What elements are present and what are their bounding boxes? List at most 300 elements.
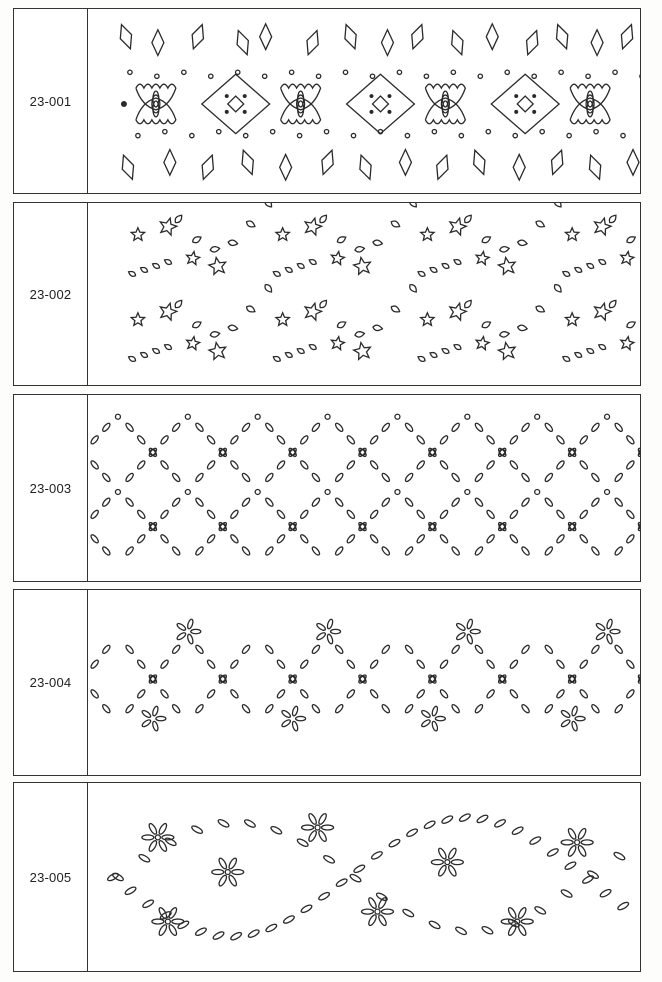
paisley-drop <box>598 343 607 351</box>
flower-petal <box>421 719 432 728</box>
paisley-drop <box>173 214 183 225</box>
paisley-drop <box>263 203 273 209</box>
small-hole <box>190 133 194 137</box>
star-cutout <box>209 258 226 275</box>
flower-petal <box>606 619 613 630</box>
flower-petal <box>281 709 292 718</box>
small-hole <box>424 74 428 78</box>
star-cutout <box>276 228 289 241</box>
eyelet-hole <box>212 930 225 940</box>
eyelet-hole <box>142 899 155 909</box>
paisley-drop <box>318 299 328 310</box>
eyelet-hole <box>369 689 379 699</box>
paisley-drop <box>228 239 238 246</box>
flower-petal <box>595 622 606 631</box>
small-hole <box>605 489 610 494</box>
eyelet-hole <box>353 864 366 874</box>
diamond-cutout <box>340 23 360 51</box>
eyelet-hole <box>381 422 391 432</box>
flower-petal <box>377 914 387 927</box>
eyelet-hole <box>613 851 626 861</box>
eyelet-hole <box>311 472 321 482</box>
flower-petal <box>575 716 585 720</box>
diamond-cutout <box>407 23 427 51</box>
diamond-cutout <box>238 148 258 176</box>
flower-petal <box>437 864 447 877</box>
eyelet-hole <box>579 659 589 669</box>
paisley-drop <box>151 347 160 355</box>
eyelet-hole <box>264 422 274 432</box>
eyelet-hole <box>579 435 589 445</box>
eyelet-hole <box>206 659 216 669</box>
flower-petal <box>152 706 159 717</box>
star-cutout <box>187 252 200 265</box>
small-hole <box>395 414 400 419</box>
eyelet-hole <box>486 659 496 669</box>
paisley-drop <box>308 343 317 351</box>
flower-petal <box>501 919 513 924</box>
small-hole <box>397 70 401 74</box>
eyelet-hole <box>124 886 137 896</box>
diamond-cutout <box>116 23 136 51</box>
flower-petal <box>581 840 593 845</box>
center-diamond <box>372 96 388 112</box>
center-diamond <box>517 96 533 112</box>
small-hole <box>621 133 625 137</box>
star-cutout <box>187 337 200 350</box>
eyelet-hole <box>230 689 240 699</box>
eyelet-hole <box>428 920 441 930</box>
filled-dot <box>243 94 247 98</box>
flower-petal <box>561 840 573 845</box>
flower-petal <box>218 874 228 887</box>
eyelet-hole <box>276 659 286 669</box>
eyelet-hole <box>299 460 309 470</box>
fan-outline <box>136 98 176 124</box>
diamond-cutout <box>591 30 603 56</box>
flower-petal <box>431 721 438 732</box>
eyelet-hole <box>369 659 379 669</box>
paisley-drop <box>626 235 637 244</box>
flower-petal <box>148 840 158 853</box>
small-hole <box>505 70 509 74</box>
flower-petal <box>228 857 238 870</box>
eyelet-hole <box>125 472 135 482</box>
paisley-drop <box>163 343 172 351</box>
small-hole <box>115 489 120 494</box>
eyelet-hole <box>125 546 135 556</box>
eyelet-hole <box>346 689 356 699</box>
flower-petal <box>577 845 587 858</box>
small-hole <box>559 70 563 74</box>
filled-dot <box>514 110 518 114</box>
filled-dot <box>369 94 373 98</box>
filled-dot <box>514 94 518 98</box>
eyelet-hole <box>381 497 391 507</box>
flower-center <box>575 840 580 845</box>
paisley-drop <box>408 283 418 294</box>
eyelet-hole <box>334 497 344 507</box>
paisley-drop <box>284 351 293 359</box>
design-panel-23-002 <box>13 202 641 386</box>
eyelet-hole <box>546 847 559 857</box>
flower-petal <box>316 632 327 641</box>
small-hole <box>451 70 455 74</box>
diamond-cutout <box>585 153 605 181</box>
eyelet-hole <box>486 534 496 544</box>
flower-petal <box>142 835 154 840</box>
diamond-cutout <box>118 153 138 181</box>
filled-dot <box>532 110 536 114</box>
eyelet-hole <box>534 905 547 915</box>
paisley-drop <box>417 355 426 363</box>
eyelet-hole <box>346 534 356 544</box>
fan-motif <box>570 98 610 124</box>
paisley-drop <box>336 320 347 329</box>
small-hole <box>155 74 159 78</box>
fan-outline <box>425 98 465 124</box>
paisley-drop <box>553 203 563 209</box>
eyelet-hole <box>625 689 635 699</box>
eyelet-hole <box>455 926 468 936</box>
paisley-drop <box>390 305 401 314</box>
paisley-drop <box>127 270 136 278</box>
small-hole <box>255 414 260 419</box>
paisley-drop <box>163 258 172 266</box>
flower-petal <box>571 721 578 732</box>
eyelet-hole <box>509 435 519 445</box>
diamond-cutout <box>381 30 393 56</box>
flower-petal <box>447 864 457 877</box>
eyelet-hole <box>544 497 554 507</box>
small-hole <box>209 74 213 78</box>
flower-petal <box>302 825 314 830</box>
flower-petal <box>447 847 457 860</box>
star-cutout <box>595 218 611 235</box>
eyelet-hole <box>334 546 344 556</box>
eyelet-hole <box>125 422 135 432</box>
pattern-eyelet-flower-vine <box>88 783 640 971</box>
paisley-drop <box>562 270 571 278</box>
paisley-drop <box>390 219 401 228</box>
eyelet-hole <box>136 509 146 519</box>
flower-petal <box>456 632 467 641</box>
small-hole <box>182 70 186 74</box>
eyelet-hole <box>404 422 414 432</box>
eyelet-hole <box>544 422 554 432</box>
paisley-drop <box>151 262 160 270</box>
eyelet-hole <box>381 644 391 654</box>
diamond-cutout <box>552 23 572 51</box>
eyelet-hole <box>138 853 151 863</box>
eyelet-hole <box>439 689 449 699</box>
eyelet-hole <box>591 472 601 482</box>
flower-petal <box>152 721 159 732</box>
eyelet-hole <box>195 472 205 482</box>
flower-petal <box>431 706 438 717</box>
design-code <box>14 783 88 971</box>
flower-petal <box>466 619 473 630</box>
eyelet-hole <box>591 422 601 432</box>
eyelet-hole <box>171 472 181 482</box>
small-hole <box>465 414 470 419</box>
paisley-drop <box>210 331 220 338</box>
eyelet-hole <box>439 659 449 669</box>
eyelet-hole <box>264 546 274 556</box>
eyelet-hole <box>404 644 414 654</box>
small-hole <box>351 133 355 137</box>
paisley-drop <box>308 258 317 266</box>
eyelet-hole <box>230 931 243 941</box>
eyelet-hole <box>369 460 379 470</box>
star-cutout <box>305 303 321 320</box>
eyelet-hole <box>171 497 181 507</box>
small-hole <box>289 70 293 74</box>
flower-petal <box>567 827 577 840</box>
eyelet-hole <box>544 704 554 714</box>
flower-petal <box>381 909 393 914</box>
star-cutout <box>160 218 176 235</box>
flower-petal <box>176 632 187 641</box>
eyelet-hole <box>416 689 426 699</box>
eyelet-hole <box>191 825 204 835</box>
flower-petal <box>317 830 327 843</box>
eyelet-hole <box>402 908 415 918</box>
eyelet-hole <box>195 546 205 556</box>
eyelet-hole <box>564 861 577 871</box>
paisley-drop <box>499 331 509 338</box>
flower-petal <box>437 847 447 860</box>
eyelet-hole <box>164 837 177 847</box>
paisley-drop <box>372 239 382 246</box>
small-hole <box>136 133 140 137</box>
flower-center <box>445 860 450 865</box>
small-hole <box>325 489 330 494</box>
eyelet-hole <box>614 472 624 482</box>
eyelet-hole <box>599 888 612 898</box>
eyelet-hole <box>243 818 256 828</box>
flower-petal <box>156 716 166 720</box>
paisley-drop <box>463 214 473 225</box>
diamond-cutout <box>317 148 337 176</box>
eyelet-hole <box>206 460 216 470</box>
eyelet-hole <box>335 878 348 888</box>
diamond-cutout <box>233 29 253 57</box>
star-cutout <box>354 258 371 275</box>
paisley-drop <box>441 347 450 355</box>
eyelet-hole <box>276 689 286 699</box>
eyelet-hole <box>556 509 566 519</box>
eyelet-hole <box>90 659 100 669</box>
diamond-cutout <box>280 154 292 180</box>
eyelet-hole <box>230 659 240 669</box>
paisley-drop <box>481 320 492 329</box>
eyelet-hole <box>241 704 251 714</box>
paisley-drop <box>562 355 571 363</box>
eyelet-hole <box>474 497 484 507</box>
eyelet-hole <box>311 644 321 654</box>
paisley-drop <box>191 235 202 244</box>
eyelet-hole <box>486 460 496 470</box>
small-hole <box>185 414 190 419</box>
star-cutout <box>498 258 515 275</box>
eyelet-hole <box>241 546 251 556</box>
eyelet-hole <box>509 460 519 470</box>
eyelet-hole <box>625 435 635 445</box>
paisley-drop <box>453 343 462 351</box>
paisley-drop <box>296 262 305 270</box>
eyelet-hole <box>90 435 100 445</box>
flower-center <box>155 835 160 840</box>
paisley-drop <box>173 299 183 310</box>
flower-petal <box>168 924 178 937</box>
eyelet-hole <box>276 460 286 470</box>
eyelet-hole <box>486 435 496 445</box>
eyelet-hole <box>206 689 216 699</box>
eyelet-hole <box>474 704 484 714</box>
eyelet-hole <box>160 534 170 544</box>
eyelet-hole <box>406 828 419 838</box>
eyelet-hole <box>241 422 251 432</box>
fan-outline <box>281 84 321 110</box>
fan-outline <box>570 84 610 110</box>
star-cutout <box>565 313 578 326</box>
fan-outline <box>425 84 465 110</box>
diamond-cutout <box>617 23 637 51</box>
eyelet-hole <box>125 704 135 714</box>
eyelet-hole <box>486 689 496 699</box>
star-cutout <box>498 343 515 360</box>
eyelet-hole <box>614 422 624 432</box>
paisley-drop <box>296 347 305 355</box>
paisley-drop <box>553 283 563 294</box>
eyelet-hole <box>334 422 344 432</box>
paisley-drop <box>608 214 618 225</box>
flower-petal <box>577 827 587 840</box>
design-panel-23-003 <box>13 394 641 582</box>
eyelet-hole <box>614 644 624 654</box>
eyelet-hole <box>195 422 205 432</box>
paisley-drop <box>228 324 238 331</box>
eyelet-hole <box>247 929 260 939</box>
diamond-cutout <box>164 149 176 175</box>
eyelet-hole <box>579 534 589 544</box>
diamond-cutout <box>399 149 411 175</box>
eyelet-hole <box>521 704 531 714</box>
eyelet-hole <box>474 546 484 556</box>
small-hole <box>605 414 610 419</box>
eyelet-hole <box>265 923 278 933</box>
eyelet-hole <box>241 497 251 507</box>
eyelet-hole <box>451 472 461 482</box>
flower-petal <box>322 825 334 830</box>
eyelet-hole <box>416 534 426 544</box>
star-cutout <box>476 337 489 350</box>
eyelet-hole <box>311 704 321 714</box>
eyelet-hole <box>416 435 426 445</box>
diamond-cutout <box>627 149 639 175</box>
flower-petal <box>466 634 473 645</box>
paisley-drop <box>499 246 509 253</box>
flower-center <box>315 825 320 830</box>
eyelet-hole <box>311 422 321 432</box>
eyelet-hole <box>381 472 391 482</box>
filled-dot <box>387 94 391 98</box>
eyelet-hole <box>614 704 624 714</box>
eyelet-hole <box>509 659 519 669</box>
diamond-cutout <box>260 24 272 50</box>
paisley-drop <box>535 305 546 314</box>
flower-petal <box>218 857 228 870</box>
design-panel-23-001 <box>13 8 641 194</box>
flower-petal <box>291 721 298 732</box>
flower-petal <box>517 907 527 920</box>
paisley-drop <box>272 355 281 363</box>
lattice-diamond <box>491 74 559 133</box>
paisley-drop <box>210 246 220 253</box>
flower-petal <box>141 719 152 728</box>
eyelet-hole <box>299 534 309 544</box>
eyelet-hole <box>346 435 356 445</box>
paisley-drop <box>586 262 595 270</box>
eyelet-hole <box>136 659 146 669</box>
eyelet-hole <box>346 509 356 519</box>
eyelet-hole <box>90 509 100 519</box>
star-cutout <box>421 313 434 326</box>
eyelet-hole <box>171 546 181 556</box>
eyelet-hole <box>625 509 635 519</box>
eyelet-hole <box>591 644 601 654</box>
paisley-drop <box>408 203 418 209</box>
paisley-drop <box>355 331 365 338</box>
eyelet-hole <box>206 435 216 445</box>
eyelet-hole <box>625 534 635 544</box>
flower-center <box>165 919 170 924</box>
eyelet-hole <box>404 546 414 556</box>
flower-petal <box>431 860 443 865</box>
eyelet-hole <box>381 704 391 714</box>
flower-petal <box>470 629 480 633</box>
eyelet-hole <box>451 644 461 654</box>
small-hole <box>217 129 221 133</box>
eyelet-hole <box>474 422 484 432</box>
flower-petal <box>521 919 533 924</box>
small-hole <box>115 414 120 419</box>
paisley-drop <box>608 299 618 310</box>
eyelet-hole <box>323 854 336 864</box>
eyelet-hole <box>521 472 531 482</box>
eyelet-hole <box>544 644 554 654</box>
eyelet-hole <box>270 825 283 835</box>
design-code <box>14 590 88 775</box>
eyelet-hole <box>474 644 484 654</box>
diamond-cutout <box>522 29 542 57</box>
small-hole <box>185 489 190 494</box>
flower-petal <box>148 822 158 835</box>
paisley-drop <box>517 239 527 246</box>
eyelet-hole <box>451 422 461 432</box>
eyelet-hole <box>625 460 635 470</box>
flower-petal <box>158 924 168 937</box>
eyelet-hole <box>404 497 414 507</box>
paisley-drop <box>586 347 595 355</box>
eyelet-hole <box>264 472 274 482</box>
star-cutout <box>131 228 144 241</box>
eyelet-hole <box>101 472 111 482</box>
flower-petal <box>172 919 184 924</box>
diamond-cutout <box>303 29 323 57</box>
eyelet-hole <box>416 659 426 669</box>
